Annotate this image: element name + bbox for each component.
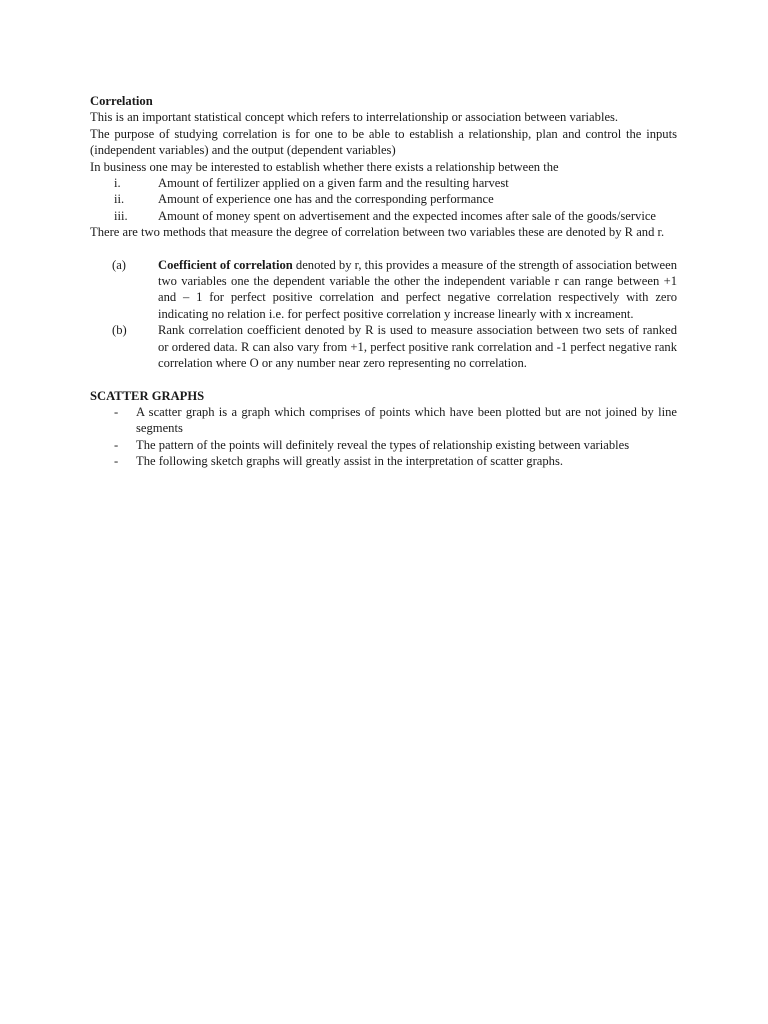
list-item-number: ii.: [114, 192, 125, 207]
list-item-text: The following sketch graphs will greatly assist in the interpretation of scatter graphs.: [136, 454, 564, 469]
list-item-bullet: -: [114, 454, 119, 469]
list-item-text: Amount of fertilizer applied on a given farm and the resulting harvest: [158, 176, 509, 191]
list-item-number: (b): [112, 323, 127, 338]
list-item-number: i.: [114, 176, 121, 191]
list-item: [90, 208, 677, 224]
list-item-bullet: -: [114, 404, 119, 419]
list-item: [90, 453, 677, 469]
list-item-number: (a): [112, 257, 126, 272]
list-item: [90, 257, 677, 323]
list-item: [90, 322, 677, 371]
correlation-intro-1: This is an important statistical concept which refers to interrelationship or association between variables.: [90, 110, 619, 125]
list-item: [90, 437, 677, 453]
list-item-bullet: -: [114, 437, 119, 452]
methods-intro: There are two methods that measure the degree of correlation between two variables these are denoted by R and r.: [90, 225, 665, 240]
term-coefficient-of-correlation: Coefficient of correlation: [158, 257, 293, 272]
list-item-text: Rank correlation coefficient denoted by R is used to measure association between two sets of ranked or ordered data. R can also vary from +1, perfect positive rank correlation and -1 perfect negative rank correlation where O or any number near zero representing no correlation.: [158, 323, 677, 371]
list-item: [90, 404, 677, 437]
list-item-number: iii.: [114, 208, 128, 223]
list-item-text: Amount of money spent on advertisement and the expected incomes after sale of the goods/service: [158, 208, 656, 223]
correlation-heading: Correlation: [90, 94, 153, 108]
scatter-list: [90, 404, 677, 470]
document-page: [90, 93, 677, 470]
scatter-heading: SCATTER GRAPHS: [90, 388, 205, 403]
list-item: [90, 191, 677, 207]
scatter-section: [90, 388, 677, 470]
list-item-text: The pattern of the points will definitely reveal the types of relationship existing between variables: [136, 437, 630, 452]
method-description: denoted by r, this provides a measure of the strength of association between two variables one the dependent variable the other the independent variable r can range between +1 and – 1 for perfect positive correlation and perfect negative correlation respectively with zero indicating no relation i.e. for perfect positive correlation y increase linearly with x increament.: [158, 257, 678, 321]
correlation-intro-3: In business one may be interested to establish whether there exists a relationship between the: [90, 159, 559, 174]
correlation-intro-2: The purpose of studying correlation is for one to be able to establish a relationship, plan and control the inputs (independent variables) and the output (dependent variables): [90, 126, 677, 158]
list-item-text: Amount of experience one has and the corresponding performance: [158, 192, 494, 207]
list-item-text: [158, 257, 677, 323]
list-item: [90, 175, 677, 191]
list-item-text: A scatter graph is a graph which comprises of points which have been plotted but are not joined by line segments: [136, 404, 677, 436]
examples-list: [90, 175, 677, 224]
methods-list: [90, 257, 677, 372]
